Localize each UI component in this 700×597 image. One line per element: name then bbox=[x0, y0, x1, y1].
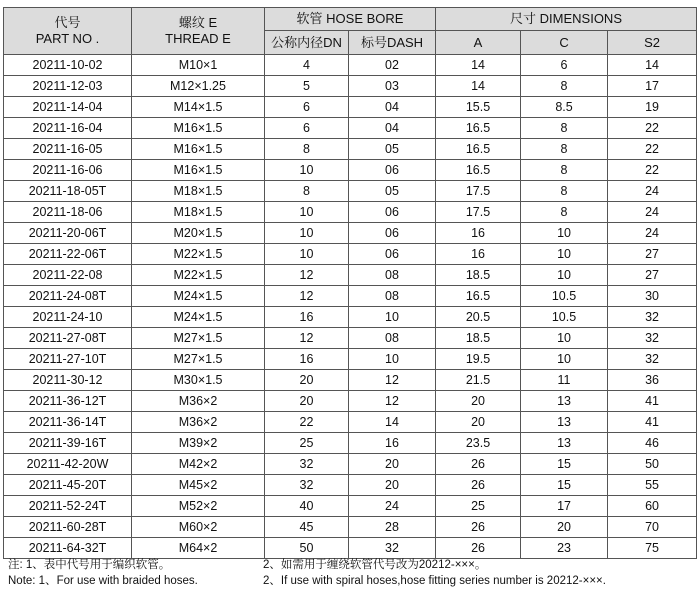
cell-dn: 4 bbox=[265, 55, 349, 76]
cell-dim-a: 21.5 bbox=[436, 370, 521, 391]
cell-dash: 06 bbox=[349, 244, 436, 265]
cell-dim-c: 13 bbox=[521, 412, 608, 433]
cell-dim-a: 14 bbox=[436, 55, 521, 76]
cell-dim-c: 8 bbox=[521, 76, 608, 97]
cell-dn: 16 bbox=[265, 307, 349, 328]
cell-dim-c: 8 bbox=[521, 160, 608, 181]
cell-part-no: 20211-45-20T bbox=[4, 475, 132, 496]
header-hose-bore: 软管 HOSE BORE bbox=[265, 8, 436, 31]
cell-dash: 04 bbox=[349, 97, 436, 118]
fitting-spec-table bbox=[3, 7, 697, 559]
cell-dash: 08 bbox=[349, 286, 436, 307]
cell-dim-c: 23 bbox=[521, 538, 608, 559]
cell-dn: 10 bbox=[265, 244, 349, 265]
cell-dn: 10 bbox=[265, 160, 349, 181]
cell-thread: M24×1.5 bbox=[132, 286, 265, 307]
cell-dn: 45 bbox=[265, 517, 349, 538]
cell-dim-c: 8 bbox=[521, 181, 608, 202]
cell-dash: 06 bbox=[349, 160, 436, 181]
cell-part-no: 20211-64-32T bbox=[4, 538, 132, 559]
cell-thread: M18×1.5 bbox=[132, 181, 265, 202]
cell-part-no: 20211-36-12T bbox=[4, 391, 132, 412]
header-dn: 公称内径DN bbox=[265, 31, 349, 55]
cell-part-no: 20211-16-06 bbox=[4, 160, 132, 181]
table-row bbox=[4, 538, 697, 559]
cell-dn: 12 bbox=[265, 265, 349, 286]
cell-thread: M10×1 bbox=[132, 55, 265, 76]
cell-dash: 14 bbox=[349, 412, 436, 433]
cell-thread: M60×2 bbox=[132, 517, 265, 538]
cell-thread: M36×2 bbox=[132, 412, 265, 433]
cell-dn: 50 bbox=[265, 538, 349, 559]
cell-thread: M20×1.5 bbox=[132, 223, 265, 244]
cell-dim-a: 17.5 bbox=[436, 181, 521, 202]
cell-dim-c: 15 bbox=[521, 475, 608, 496]
header-part-no-cn: 代号 bbox=[54, 15, 81, 30]
cell-dim-c: 10.5 bbox=[521, 307, 608, 328]
cell-dim-s2: 14 bbox=[608, 55, 697, 76]
table-row bbox=[4, 454, 697, 475]
cell-thread: M14×1.5 bbox=[132, 97, 265, 118]
header-thread-en: THREAD E bbox=[165, 31, 231, 46]
cell-dim-a: 16 bbox=[436, 223, 521, 244]
cell-dim-c: 10 bbox=[521, 244, 608, 265]
cell-dn: 32 bbox=[265, 454, 349, 475]
cell-dim-c: 11 bbox=[521, 370, 608, 391]
cell-dn: 8 bbox=[265, 139, 349, 160]
cell-dn: 6 bbox=[265, 118, 349, 139]
table-row bbox=[4, 265, 697, 286]
cell-dim-s2: 24 bbox=[608, 181, 697, 202]
fitting-spec-table-sheet bbox=[3, 7, 696, 559]
cell-dim-a: 16.5 bbox=[436, 139, 521, 160]
cell-dash: 20 bbox=[349, 454, 436, 475]
cell-dn: 20 bbox=[265, 370, 349, 391]
cell-dash: 08 bbox=[349, 328, 436, 349]
cell-part-no: 20211-27-08T bbox=[4, 328, 132, 349]
cell-dim-s2: 70 bbox=[608, 517, 697, 538]
cell-dash: 20 bbox=[349, 475, 436, 496]
table-row bbox=[4, 160, 697, 181]
cell-dim-a: 19.5 bbox=[436, 349, 521, 370]
cell-dim-s2: 27 bbox=[608, 244, 697, 265]
cell-dim-a: 26 bbox=[436, 454, 521, 475]
cell-part-no: 20211-14-04 bbox=[4, 97, 132, 118]
cell-dim-a: 26 bbox=[436, 517, 521, 538]
cell-dn: 20 bbox=[265, 391, 349, 412]
cell-dim-c: 10 bbox=[521, 328, 608, 349]
cell-dim-s2: 30 bbox=[608, 286, 697, 307]
table-row bbox=[4, 475, 697, 496]
cell-dash: 06 bbox=[349, 202, 436, 223]
note-en-1: Note: 1、For use with braided hoses. bbox=[8, 575, 198, 587]
cell-dash: 03 bbox=[349, 76, 436, 97]
cell-dim-a: 16 bbox=[436, 244, 521, 265]
table-row bbox=[4, 97, 697, 118]
cell-part-no: 20211-52-24T bbox=[4, 496, 132, 517]
cell-part-no: 20211-30-12 bbox=[4, 370, 132, 391]
cell-thread: M39×2 bbox=[132, 433, 265, 454]
cell-dim-a: 14 bbox=[436, 76, 521, 97]
header-thread bbox=[132, 8, 265, 55]
header-part-no bbox=[4, 8, 132, 55]
cell-part-no: 20211-39-16T bbox=[4, 433, 132, 454]
cell-dim-c: 8 bbox=[521, 118, 608, 139]
cell-dim-c: 20 bbox=[521, 517, 608, 538]
table-row bbox=[4, 286, 697, 307]
note-cn-2: 2、如需用于缠绕软管代号改为20212-×××。 bbox=[263, 559, 487, 571]
cell-thread: M45×2 bbox=[132, 475, 265, 496]
table-row bbox=[4, 139, 697, 160]
cell-dim-s2: 19 bbox=[608, 97, 697, 118]
cell-dim-s2: 41 bbox=[608, 412, 697, 433]
cell-dim-c: 17 bbox=[521, 496, 608, 517]
table-row bbox=[4, 328, 697, 349]
cell-dim-s2: 24 bbox=[608, 202, 697, 223]
cell-dim-c: 6 bbox=[521, 55, 608, 76]
cell-dash: 16 bbox=[349, 433, 436, 454]
cell-dim-c: 13 bbox=[521, 433, 608, 454]
cell-dash: 24 bbox=[349, 496, 436, 517]
cell-part-no: 20211-22-06T bbox=[4, 244, 132, 265]
cell-dash: 10 bbox=[349, 307, 436, 328]
cell-dn: 40 bbox=[265, 496, 349, 517]
table-row bbox=[4, 307, 697, 328]
cell-thread: M12×1.25 bbox=[132, 76, 265, 97]
header-a: A bbox=[436, 31, 521, 55]
cell-part-no: 20211-42-20W bbox=[4, 454, 132, 475]
cell-dim-a: 16.5 bbox=[436, 286, 521, 307]
cell-dim-c: 10 bbox=[521, 349, 608, 370]
cell-part-no: 20211-16-04 bbox=[4, 118, 132, 139]
cell-part-no: 20211-60-28T bbox=[4, 517, 132, 538]
cell-dim-s2: 36 bbox=[608, 370, 697, 391]
cell-dash: 12 bbox=[349, 391, 436, 412]
cell-dim-a: 20 bbox=[436, 391, 521, 412]
cell-dn: 12 bbox=[265, 328, 349, 349]
cell-dn: 10 bbox=[265, 202, 349, 223]
cell-part-no: 20211-24-10 bbox=[4, 307, 132, 328]
cell-thread: M16×1.5 bbox=[132, 118, 265, 139]
cell-dim-s2: 46 bbox=[608, 433, 697, 454]
cell-dash: 10 bbox=[349, 349, 436, 370]
cell-dim-a: 16.5 bbox=[436, 118, 521, 139]
cell-dn: 32 bbox=[265, 475, 349, 496]
cell-dim-s2: 75 bbox=[608, 538, 697, 559]
notes bbox=[8, 557, 698, 589]
cell-dim-s2: 22 bbox=[608, 118, 697, 139]
cell-part-no: 20211-18-06 bbox=[4, 202, 132, 223]
table-row bbox=[4, 244, 697, 265]
cell-dim-s2: 55 bbox=[608, 475, 697, 496]
cell-dim-s2: 22 bbox=[608, 139, 697, 160]
table-row bbox=[4, 181, 697, 202]
cell-part-no: 20211-12-03 bbox=[4, 76, 132, 97]
note-en-2: 2、If use with spiral hoses,hose fitting series number is 20212-×××. bbox=[263, 575, 606, 587]
cell-part-no: 20211-36-14T bbox=[4, 412, 132, 433]
cell-part-no: 20211-24-08T bbox=[4, 286, 132, 307]
table-row bbox=[4, 118, 697, 139]
cell-dim-c: 10 bbox=[521, 265, 608, 286]
table-row bbox=[4, 517, 697, 538]
cell-dim-s2: 27 bbox=[608, 265, 697, 286]
cell-dn: 16 bbox=[265, 349, 349, 370]
cell-dn: 22 bbox=[265, 412, 349, 433]
cell-thread: M30×1.5 bbox=[132, 370, 265, 391]
table-row bbox=[4, 202, 697, 223]
cell-dim-s2: 32 bbox=[608, 328, 697, 349]
cell-dim-s2: 17 bbox=[608, 76, 697, 97]
header-dash: 标号DASH bbox=[349, 31, 436, 55]
table-body bbox=[4, 55, 697, 559]
cell-part-no: 20211-20-06T bbox=[4, 223, 132, 244]
cell-thread: M36×2 bbox=[132, 391, 265, 412]
cell-dim-c: 8 bbox=[521, 139, 608, 160]
cell-thread: M27×1.5 bbox=[132, 349, 265, 370]
header-thread-cn: 螺纹 E bbox=[178, 15, 218, 30]
cell-dim-s2: 60 bbox=[608, 496, 697, 517]
cell-dim-a: 26 bbox=[436, 538, 521, 559]
cell-dim-a: 26 bbox=[436, 475, 521, 496]
cell-dash: 32 bbox=[349, 538, 436, 559]
cell-dim-s2: 24 bbox=[608, 223, 697, 244]
cell-thread: M24×1.5 bbox=[132, 307, 265, 328]
cell-dash: 28 bbox=[349, 517, 436, 538]
header-dimensions: 尺寸 DIMENSIONS bbox=[436, 8, 697, 31]
table-row bbox=[4, 433, 697, 454]
cell-dim-c: 15 bbox=[521, 454, 608, 475]
cell-dn: 5 bbox=[265, 76, 349, 97]
cell-part-no: 20211-27-10T bbox=[4, 349, 132, 370]
cell-dash: 05 bbox=[349, 181, 436, 202]
header-part-no-en: PART NO . bbox=[35, 31, 100, 46]
cell-thread: M16×1.5 bbox=[132, 139, 265, 160]
cell-dim-s2: 22 bbox=[608, 160, 697, 181]
cell-thread: M64×2 bbox=[132, 538, 265, 559]
cell-thread: M18×1.5 bbox=[132, 202, 265, 223]
cell-dim-a: 15.5 bbox=[436, 97, 521, 118]
header-c: C bbox=[521, 31, 608, 55]
table-row bbox=[4, 223, 697, 244]
cell-thread: M22×1.5 bbox=[132, 244, 265, 265]
cell-thread: M22×1.5 bbox=[132, 265, 265, 286]
table-row bbox=[4, 349, 697, 370]
cell-dim-a: 20 bbox=[436, 412, 521, 433]
cell-dim-c: 8 bbox=[521, 202, 608, 223]
cell-part-no: 20211-22-08 bbox=[4, 265, 132, 286]
table-row bbox=[4, 76, 697, 97]
cell-thread: M27×1.5 bbox=[132, 328, 265, 349]
cell-dash: 05 bbox=[349, 139, 436, 160]
cell-dn: 8 bbox=[265, 181, 349, 202]
cell-thread: M52×2 bbox=[132, 496, 265, 517]
cell-dim-a: 17.5 bbox=[436, 202, 521, 223]
cell-dash: 02 bbox=[349, 55, 436, 76]
cell-dim-c: 10.5 bbox=[521, 286, 608, 307]
note-cn-1: 注: 1、表中代号用于编织软管。 bbox=[8, 559, 171, 571]
cell-dim-s2: 32 bbox=[608, 307, 697, 328]
table-row bbox=[4, 412, 697, 433]
cell-part-no: 20211-16-05 bbox=[4, 139, 132, 160]
table-row bbox=[4, 496, 697, 517]
cell-dim-a: 20.5 bbox=[436, 307, 521, 328]
cell-dim-a: 25 bbox=[436, 496, 521, 517]
cell-thread: M42×2 bbox=[132, 454, 265, 475]
cell-dim-s2: 32 bbox=[608, 349, 697, 370]
cell-dash: 08 bbox=[349, 265, 436, 286]
cell-dash: 12 bbox=[349, 370, 436, 391]
notes-row-cn bbox=[8, 557, 698, 573]
cell-dim-a: 23.5 bbox=[436, 433, 521, 454]
cell-dim-a: 18.5 bbox=[436, 265, 521, 286]
cell-dim-s2: 50 bbox=[608, 454, 697, 475]
table-row bbox=[4, 391, 697, 412]
table-row bbox=[4, 370, 697, 391]
cell-dash: 04 bbox=[349, 118, 436, 139]
cell-dash: 06 bbox=[349, 223, 436, 244]
cell-dim-c: 8.5 bbox=[521, 97, 608, 118]
cell-dim-a: 18.5 bbox=[436, 328, 521, 349]
cell-dn: 12 bbox=[265, 286, 349, 307]
cell-dim-c: 13 bbox=[521, 391, 608, 412]
header-s2: S2 bbox=[608, 31, 697, 55]
cell-part-no: 20211-18-05T bbox=[4, 181, 132, 202]
cell-part-no: 20211-10-02 bbox=[4, 55, 132, 76]
cell-dn: 6 bbox=[265, 97, 349, 118]
cell-dn: 10 bbox=[265, 223, 349, 244]
cell-dim-s2: 41 bbox=[608, 391, 697, 412]
table-row bbox=[4, 55, 697, 76]
cell-dim-a: 16.5 bbox=[436, 160, 521, 181]
cell-thread: M16×1.5 bbox=[132, 160, 265, 181]
cell-dn: 25 bbox=[265, 433, 349, 454]
notes-row-en bbox=[8, 573, 698, 589]
cell-dim-c: 10 bbox=[521, 223, 608, 244]
